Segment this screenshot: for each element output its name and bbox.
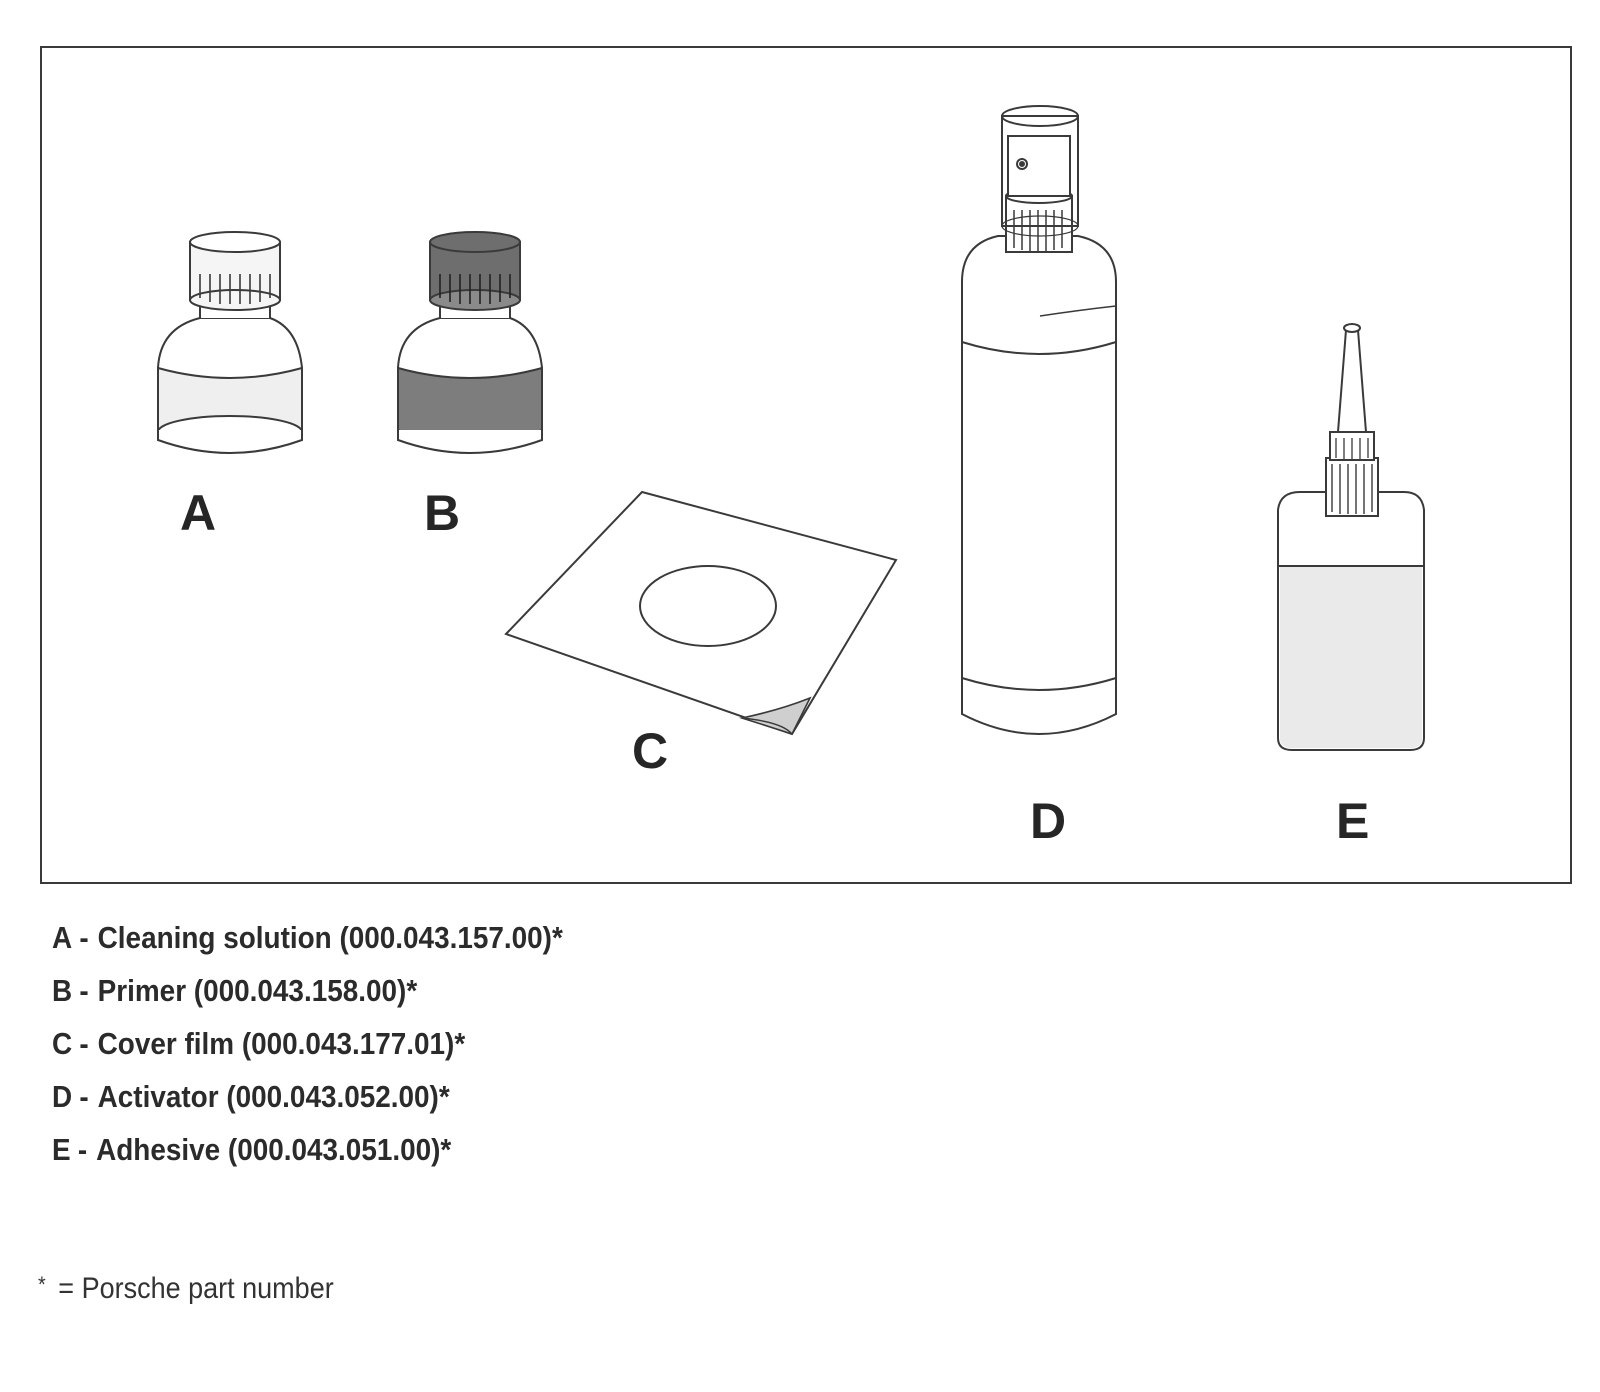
primer-bottle xyxy=(398,232,542,453)
legend-dash: - xyxy=(77,1132,88,1167)
legend-key: D xyxy=(52,1079,73,1114)
legend-text: Cleaning solution (000.043.157.00)* xyxy=(97,920,563,955)
legend-dash: - xyxy=(79,973,89,1008)
parts-legend xyxy=(52,918,620,1183)
footnote-asterisk: * xyxy=(38,1272,46,1297)
legend-item xyxy=(52,918,563,971)
legend-dash: - xyxy=(79,1026,89,1061)
adhesive-bottle xyxy=(1278,324,1424,750)
legend-key: C xyxy=(52,1026,73,1061)
label-b: B xyxy=(424,485,461,541)
legend-dash: - xyxy=(79,920,89,955)
legend-key: B xyxy=(52,973,73,1008)
cover-film-sheet xyxy=(506,492,896,734)
label-d: D xyxy=(1030,793,1067,849)
legend-key: E xyxy=(52,1132,71,1167)
legend-text: Primer (000.043.158.00)* xyxy=(97,973,418,1008)
cleaning-solution-bottle xyxy=(158,232,302,453)
label-a: A xyxy=(180,485,217,541)
footnote-text: = Porsche part number xyxy=(58,1272,334,1305)
activator-spray-bottle xyxy=(962,106,1116,734)
legend-text: Adhesive (000.043.051.00)* xyxy=(96,1132,452,1167)
legend-item xyxy=(52,1077,563,1130)
parts-illustration xyxy=(40,46,1572,886)
legend-item xyxy=(52,1130,563,1183)
parts-figure xyxy=(40,46,1572,886)
legend-key: A xyxy=(52,920,73,955)
label-e: E xyxy=(1336,793,1370,849)
footnote xyxy=(38,1272,334,1306)
label-c: C xyxy=(632,723,669,779)
legend-dash: - xyxy=(79,1079,89,1114)
legend-text: Cover film (000.043.177.01)* xyxy=(97,1026,466,1061)
legend-item xyxy=(52,1024,563,1077)
legend-text: Activator (000.043.052.00)* xyxy=(97,1079,450,1114)
legend-item xyxy=(52,971,563,1024)
